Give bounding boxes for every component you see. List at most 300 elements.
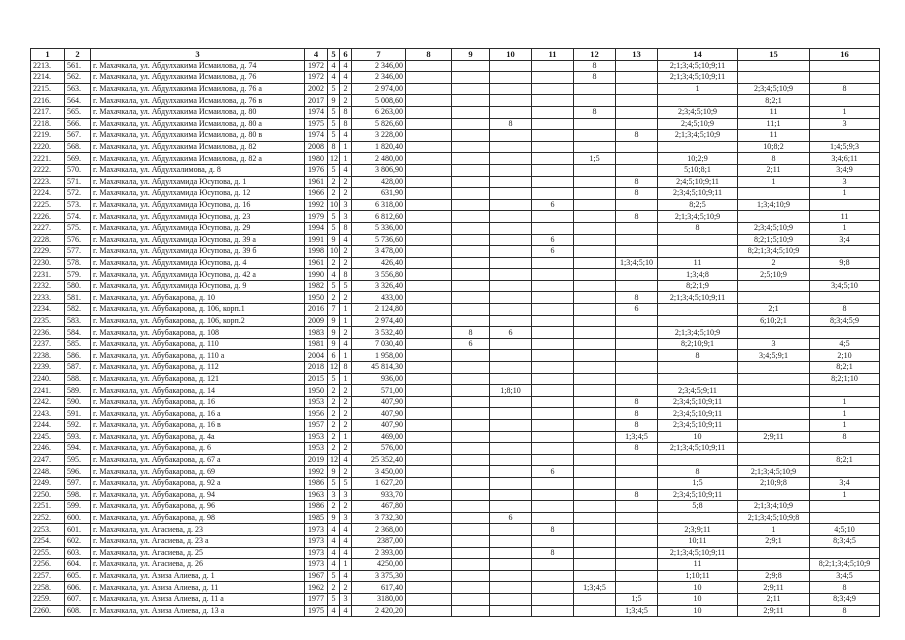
table-cell-col-2: 575. [65,222,91,234]
table-cell-col-10: 1;8;10 [490,385,532,397]
table-cell-col-3: г. Махачкала, ул. Агасиева, д. 25 [91,547,305,559]
table-cell-col-15: 3 [738,338,810,350]
table-cell-col-16 [810,95,880,107]
table-cell-col-3: г. Махачкала, ул. Азиза Алиева, д. 13 а [91,605,305,617]
table-cell-col-12 [574,338,616,350]
table-cell-col-2: 595. [65,454,91,466]
table-cell-col-1: 2233. [31,292,65,304]
table-cell-col-6: 4 [340,164,352,176]
table-cell-col-8 [406,83,452,95]
table-cell-col-1: 2219. [31,130,65,142]
table-cell-col-1: 2237. [31,338,65,350]
table-cell-col-13 [616,95,658,107]
table-row [31,443,880,455]
table-cell-col-8 [406,443,452,455]
table-cell-col-13 [616,547,658,559]
table-cell-col-13: 8 [616,211,658,223]
column-header-8: 8 [406,49,452,61]
table-cell-col-5: 3 [328,489,340,501]
table-cell-col-4: 1972 [305,60,328,72]
table-cell-col-1: 2251. [31,501,65,513]
table-cell-col-7: 407,90 [352,408,406,420]
table-cell-col-1: 2232. [31,280,65,292]
table-cell-col-13 [616,234,658,246]
table-cell-col-1: 2236. [31,327,65,339]
table-cell-col-10 [490,199,532,211]
table-cell-col-8 [406,477,452,489]
table-cell-col-6: 4 [340,72,352,84]
table-cell-col-1: 2234. [31,304,65,316]
table-cell-col-14: 8 [658,222,738,234]
table-cell-col-10 [490,257,532,269]
table-row [31,280,880,292]
table-cell-col-3: г. Махачкала, ул. Абдулхакима Исмаилова, д. 76 в [91,95,305,107]
table-cell-col-7: 2 420,20 [352,605,406,617]
table-cell-col-5: 2 [328,431,340,443]
table-cell-col-12 [574,466,616,478]
table-cell-col-15 [738,547,810,559]
table-cell-col-7: 3 732,30 [352,512,406,524]
table-cell-col-10 [490,153,532,165]
table-cell-col-6: 4 [340,234,352,246]
column-header-10: 10 [490,49,532,61]
table-cell-col-12 [574,164,616,176]
table-cell-col-6: 8 [340,269,352,281]
table-cell-col-10 [490,188,532,200]
table-cell-col-6: 2 [340,396,352,408]
table-cell-col-10 [490,570,532,582]
table-cell-col-9 [452,408,490,420]
table-cell-col-5: 10 [328,246,340,258]
table-cell-col-7: 25 352,40 [352,454,406,466]
table-cell-col-1: 2223. [31,176,65,188]
table-cell-col-9 [452,60,490,72]
table-cell-col-11 [532,257,574,269]
table-cell-col-14: 2;1;3;4;5;10;9;11 [658,72,738,84]
table-cell-col-4: 1990 [305,269,328,281]
table-cell-col-10 [490,106,532,118]
table-cell-col-11 [532,385,574,397]
table-cell-col-16: 4;5;10 [810,524,880,536]
table-cell-col-12 [574,547,616,559]
table-cell-col-15 [738,211,810,223]
table-cell-col-14 [658,246,738,258]
table-cell-col-3: г. Махачкала, ул. Агасиева, д. 26 [91,559,305,571]
table-cell-col-6: 1 [340,141,352,153]
table-row [31,222,880,234]
table-cell-col-14: 10 [658,593,738,605]
table-cell-col-15: 1 [738,524,810,536]
table-cell-col-1: 2214. [31,72,65,84]
table-cell-col-6: 2 [340,385,352,397]
table-cell-col-10 [490,396,532,408]
table-cell-col-10 [490,362,532,374]
table-cell-col-4: 1973 [305,524,328,536]
table-cell-col-16: 1 [810,489,880,501]
table-cell-col-3: г. Махачкала, ул. Абубакарова, д. 16 в [91,420,305,432]
table-cell-col-6: 2 [340,257,352,269]
table-row [31,95,880,107]
table-cell-col-2: 585. [65,338,91,350]
table-cell-col-9 [452,420,490,432]
table-cell-col-14: 1;3;4;8 [658,269,738,281]
table-cell-col-1: 2220. [31,141,65,153]
table-cell-col-12 [574,315,616,327]
table-cell-col-10 [490,304,532,316]
table-cell-col-16 [810,385,880,397]
table-cell-col-6: 3 [340,512,352,524]
table-cell-col-2: 582. [65,304,91,316]
table-cell-col-11 [532,559,574,571]
table-cell-col-10 [490,420,532,432]
table-cell-col-9 [452,535,490,547]
table-cell-col-5: 2 [328,176,340,188]
table-cell-col-8 [406,582,452,594]
table-cell-col-9 [452,199,490,211]
table-cell-col-2: 586. [65,350,91,362]
table-cell-col-13 [616,512,658,524]
table-cell-col-6: 4 [340,338,352,350]
table-cell-col-5: 9 [328,234,340,246]
table-cell-col-16: 8;3;4;5;9 [810,315,880,327]
table-cell-col-7: 426,40 [352,257,406,269]
table-cell-col-12 [574,327,616,339]
table-cell-col-15: 10;8;2 [738,141,810,153]
table-cell-col-16: 8 [810,83,880,95]
table-cell-col-6: 2 [340,408,352,420]
table-cell-col-7: 3 532,40 [352,327,406,339]
table-cell-col-7: 631,90 [352,188,406,200]
table-cell-col-7: 3 806,90 [352,164,406,176]
table-cell-col-14: 8;2;1;9 [658,280,738,292]
table-cell-col-14: 2;4;5;10;9 [658,118,738,130]
table-cell-col-3: г. Махачкала, ул. Абубакарова, д. 108 [91,327,305,339]
table-cell-col-15 [738,188,810,200]
table-cell-col-4: 1980 [305,153,328,165]
column-header-14: 14 [658,49,738,61]
table-cell-col-12 [574,292,616,304]
table-cell-col-11 [532,164,574,176]
table-row [31,570,880,582]
table-cell-col-15: 11;1 [738,118,810,130]
table-cell-col-9 [452,269,490,281]
table-cell-col-12 [574,234,616,246]
table-cell-col-4: 1985 [305,512,328,524]
table-cell-col-2: 583. [65,315,91,327]
table-cell-col-13 [616,477,658,489]
table-cell-col-8 [406,338,452,350]
table-cell-col-16 [810,72,880,84]
table-cell-col-14 [658,373,738,385]
table-cell-col-16: 1 [810,420,880,432]
table-cell-col-5: 10 [328,199,340,211]
table-cell-col-1: 2250. [31,489,65,501]
table-cell-col-8 [406,547,452,559]
table-cell-col-8 [406,350,452,362]
table-cell-col-6: 2 [340,83,352,95]
table-cell-col-5: 6 [328,350,340,362]
table-cell-col-3: г. Махачкала, ул. Азиза Алиева, д. 1 [91,570,305,582]
table-cell-col-14: 2;3;4;5;10;9;11 [658,408,738,420]
table-cell-col-1: 2230. [31,257,65,269]
table-cell-col-15: 2;1;3;4;10;9 [738,501,810,513]
table-row [31,466,880,478]
column-header-6: 6 [340,49,352,61]
table-row [31,118,880,130]
table-cell-col-14: 2;3;4;5;10;9;11 [658,188,738,200]
table-row [31,512,880,524]
table-cell-col-2: 589. [65,385,91,397]
table-cell-col-14: 8;2;10;9;1 [658,338,738,350]
table-cell-col-15: 2;1;3;4;5;10;9;8 [738,512,810,524]
column-header-5: 5 [328,49,340,61]
table-cell-col-2: 568. [65,141,91,153]
table-cell-col-9 [452,95,490,107]
table-cell-col-1: 2248. [31,466,65,478]
table-cell-col-4: 1956 [305,408,328,420]
table-cell-col-15: 2;9;11 [738,605,810,617]
table-row [31,72,880,84]
table-cell-col-2: 604. [65,559,91,571]
table-cell-col-11 [532,72,574,84]
table-row [31,153,880,165]
table-cell-col-3: г. Махачкала, ул. Абубакарова, д. 121 [91,373,305,385]
table-cell-col-14: 1;10;11 [658,570,738,582]
table-cell-col-15: 11 [738,106,810,118]
table-cell-col-6: 4 [340,524,352,536]
housing-registry-table [30,48,880,617]
table-cell-col-14: 10 [658,431,738,443]
table-row [31,106,880,118]
table-cell-col-8 [406,257,452,269]
table-row [31,477,880,489]
table-cell-col-8 [406,199,452,211]
table-cell-col-10: 6 [490,327,532,339]
table-cell-col-14: 2;1;3;4;5;10;9 [658,327,738,339]
table-cell-col-11 [532,512,574,524]
table-cell-col-2: 594. [65,443,91,455]
table-cell-col-5: 5 [328,222,340,234]
table-row [31,327,880,339]
table-cell-col-6: 1 [340,315,352,327]
table-cell-col-10 [490,83,532,95]
table-cell-col-14: 2;3;4;5;10;9;11 [658,420,738,432]
table-cell-col-4: 1981 [305,338,328,350]
table-cell-col-12 [574,222,616,234]
table-cell-col-13 [616,373,658,385]
table-cell-col-12 [574,246,616,258]
table-cell-col-5: 9 [328,315,340,327]
table-cell-col-1: 2253. [31,524,65,536]
table-cell-col-5: 7 [328,304,340,316]
table-cell-col-10 [490,559,532,571]
table-cell-col-10: 8 [490,118,532,130]
table-cell-col-7: 2 346,00 [352,60,406,72]
column-header-15: 15 [738,49,810,61]
table-cell-col-1: 2247. [31,454,65,466]
table-cell-col-16: 1;4;5;9;3 [810,141,880,153]
table-cell-col-14 [658,304,738,316]
table-cell-col-5: 9 [328,338,340,350]
table-cell-col-8 [406,315,452,327]
table-cell-col-5: 12 [328,454,340,466]
table-cell-col-13 [616,338,658,350]
table-cell-col-16: 11 [810,211,880,223]
table-cell-col-10 [490,292,532,304]
table-cell-col-9 [452,211,490,223]
table-cell-col-2: 591. [65,408,91,420]
table-cell-col-14 [658,141,738,153]
table-cell-col-5: 12 [328,362,340,374]
table-cell-col-12 [574,176,616,188]
table-cell-col-3: г. Махачкала, ул. Агасиева, д. 23 а [91,535,305,547]
table-cell-col-3: г. Махачкала, ул. Абубакарова, д. 67 а [91,454,305,466]
table-cell-col-11 [532,605,574,617]
table-cell-col-5: 9 [328,327,340,339]
table-cell-col-13: 1;3;4;5 [616,605,658,617]
table-cell-col-2: 597. [65,477,91,489]
table-cell-col-16 [810,292,880,304]
table-cell-col-15: 8;2;1 [738,95,810,107]
table-cell-col-13 [616,106,658,118]
table-cell-col-12 [574,593,616,605]
table-cell-col-4: 1991 [305,234,328,246]
table-cell-col-3: г. Махачкала, ул. Абдулхакима Исмаилова, д. 76 а [91,83,305,95]
table-cell-col-1: 2221. [31,153,65,165]
table-row [31,431,880,443]
table-cell-col-12 [574,535,616,547]
table-cell-col-14: 5;10;8;1 [658,164,738,176]
table-cell-col-3: г. Махачкала, ул. Абубакарова, д. 106, корп.1 [91,304,305,316]
table-cell-col-6: 8 [340,118,352,130]
table-cell-col-12 [574,443,616,455]
table-cell-col-11 [532,535,574,547]
table-cell-col-2: 584. [65,327,91,339]
table-cell-col-7: 2387,00 [352,535,406,547]
table-cell-col-5: 4 [328,72,340,84]
table-cell-col-1: 2257. [31,570,65,582]
table-cell-col-16: 1 [810,396,880,408]
table-row [31,338,880,350]
table-cell-col-11 [532,292,574,304]
table-cell-col-5: 2 [328,292,340,304]
table-cell-col-4: 1953 [305,431,328,443]
table-cell-col-4: 1961 [305,176,328,188]
table-cell-col-1: 2258. [31,582,65,594]
table-cell-col-6: 8 [340,362,352,374]
table-cell-col-7: 4250,00 [352,559,406,571]
table-cell-col-9 [452,373,490,385]
table-cell-col-11: 6 [532,246,574,258]
table-cell-col-9 [452,547,490,559]
table-cell-col-7: 2 480,00 [352,153,406,165]
table-cell-col-6: 3 [340,593,352,605]
table-cell-col-6: 2 [340,246,352,258]
table-cell-col-9 [452,524,490,536]
table-cell-col-7: 3 375,30 [352,570,406,582]
table-cell-col-4: 1998 [305,246,328,258]
table-cell-col-13 [616,582,658,594]
table-cell-col-12 [574,83,616,95]
table-cell-col-4: 1973 [305,559,328,571]
table-cell-col-16: 3;4;5 [810,570,880,582]
table-cell-col-4: 1974 [305,106,328,118]
table-cell-col-7: 1 820,40 [352,141,406,153]
table-cell-col-15 [738,362,810,374]
table-cell-col-15: 1;3;4;10;9 [738,199,810,211]
table-cell-col-5: 4 [328,605,340,617]
table-row [31,362,880,374]
table-cell-col-15 [738,292,810,304]
table-cell-col-8 [406,269,452,281]
table-cell-col-10 [490,443,532,455]
table-cell-col-8 [406,431,452,443]
table-cell-col-15 [738,72,810,84]
table-cell-col-16: 3;4 [810,234,880,246]
column-header-13: 13 [616,49,658,61]
table-cell-col-16: 8;2;1;3;4;5;10;9 [810,559,880,571]
table-cell-col-8 [406,570,452,582]
table-cell-col-14: 2;1;3;4;5;10;9 [658,130,738,142]
table-cell-col-9 [452,477,490,489]
table-cell-col-9: 6 [452,338,490,350]
table-cell-col-10 [490,547,532,559]
table-cell-col-5: 5 [328,106,340,118]
table-cell-col-4: 1974 [305,130,328,142]
table-cell-col-1: 2228. [31,234,65,246]
table-cell-col-9 [452,501,490,513]
table-cell-col-9 [452,512,490,524]
table-cell-col-11 [532,582,574,594]
table-cell-col-1: 2245. [31,431,65,443]
table-cell-col-11 [532,477,574,489]
table-cell-col-14 [658,315,738,327]
table-cell-col-13 [616,501,658,513]
table-cell-col-2: 561. [65,60,91,72]
table-row [31,141,880,153]
table-cell-col-15: 2;3;4;5;10;9 [738,83,810,95]
table-cell-col-8 [406,222,452,234]
table-row [31,454,880,466]
table-cell-col-12 [574,199,616,211]
table-cell-col-5: 5 [328,211,340,223]
table-cell-col-6: 2 [340,420,352,432]
table-cell-col-9 [452,431,490,443]
table-cell-col-10 [490,95,532,107]
table-cell-col-4: 2008 [305,141,328,153]
table-cell-col-14: 2;3;4;5;10;9;11 [658,489,738,501]
table-cell-col-11 [532,373,574,385]
table-cell-col-5: 12 [328,153,340,165]
table-cell-col-1: 2252. [31,512,65,524]
table-row [31,246,880,258]
table-cell-col-5: 5 [328,373,340,385]
table-cell-col-6: 2 [340,327,352,339]
table-cell-col-7: 2 393,00 [352,547,406,559]
table-cell-col-5: 2 [328,420,340,432]
table-cell-col-13 [616,280,658,292]
table-cell-col-13 [616,83,658,95]
table-cell-col-8 [406,396,452,408]
table-cell-col-3: г. Махачкала, ул. Абубакарова, д. 14 [91,385,305,397]
table-cell-col-5: 5 [328,593,340,605]
table-cell-col-2: 574. [65,211,91,223]
table-cell-col-8 [406,246,452,258]
table-cell-col-3: г. Махачкала, ул. Агасиева, д. 23 [91,524,305,536]
table-cell-col-13 [616,535,658,547]
table-cell-col-9 [452,350,490,362]
table-cell-col-11 [532,211,574,223]
